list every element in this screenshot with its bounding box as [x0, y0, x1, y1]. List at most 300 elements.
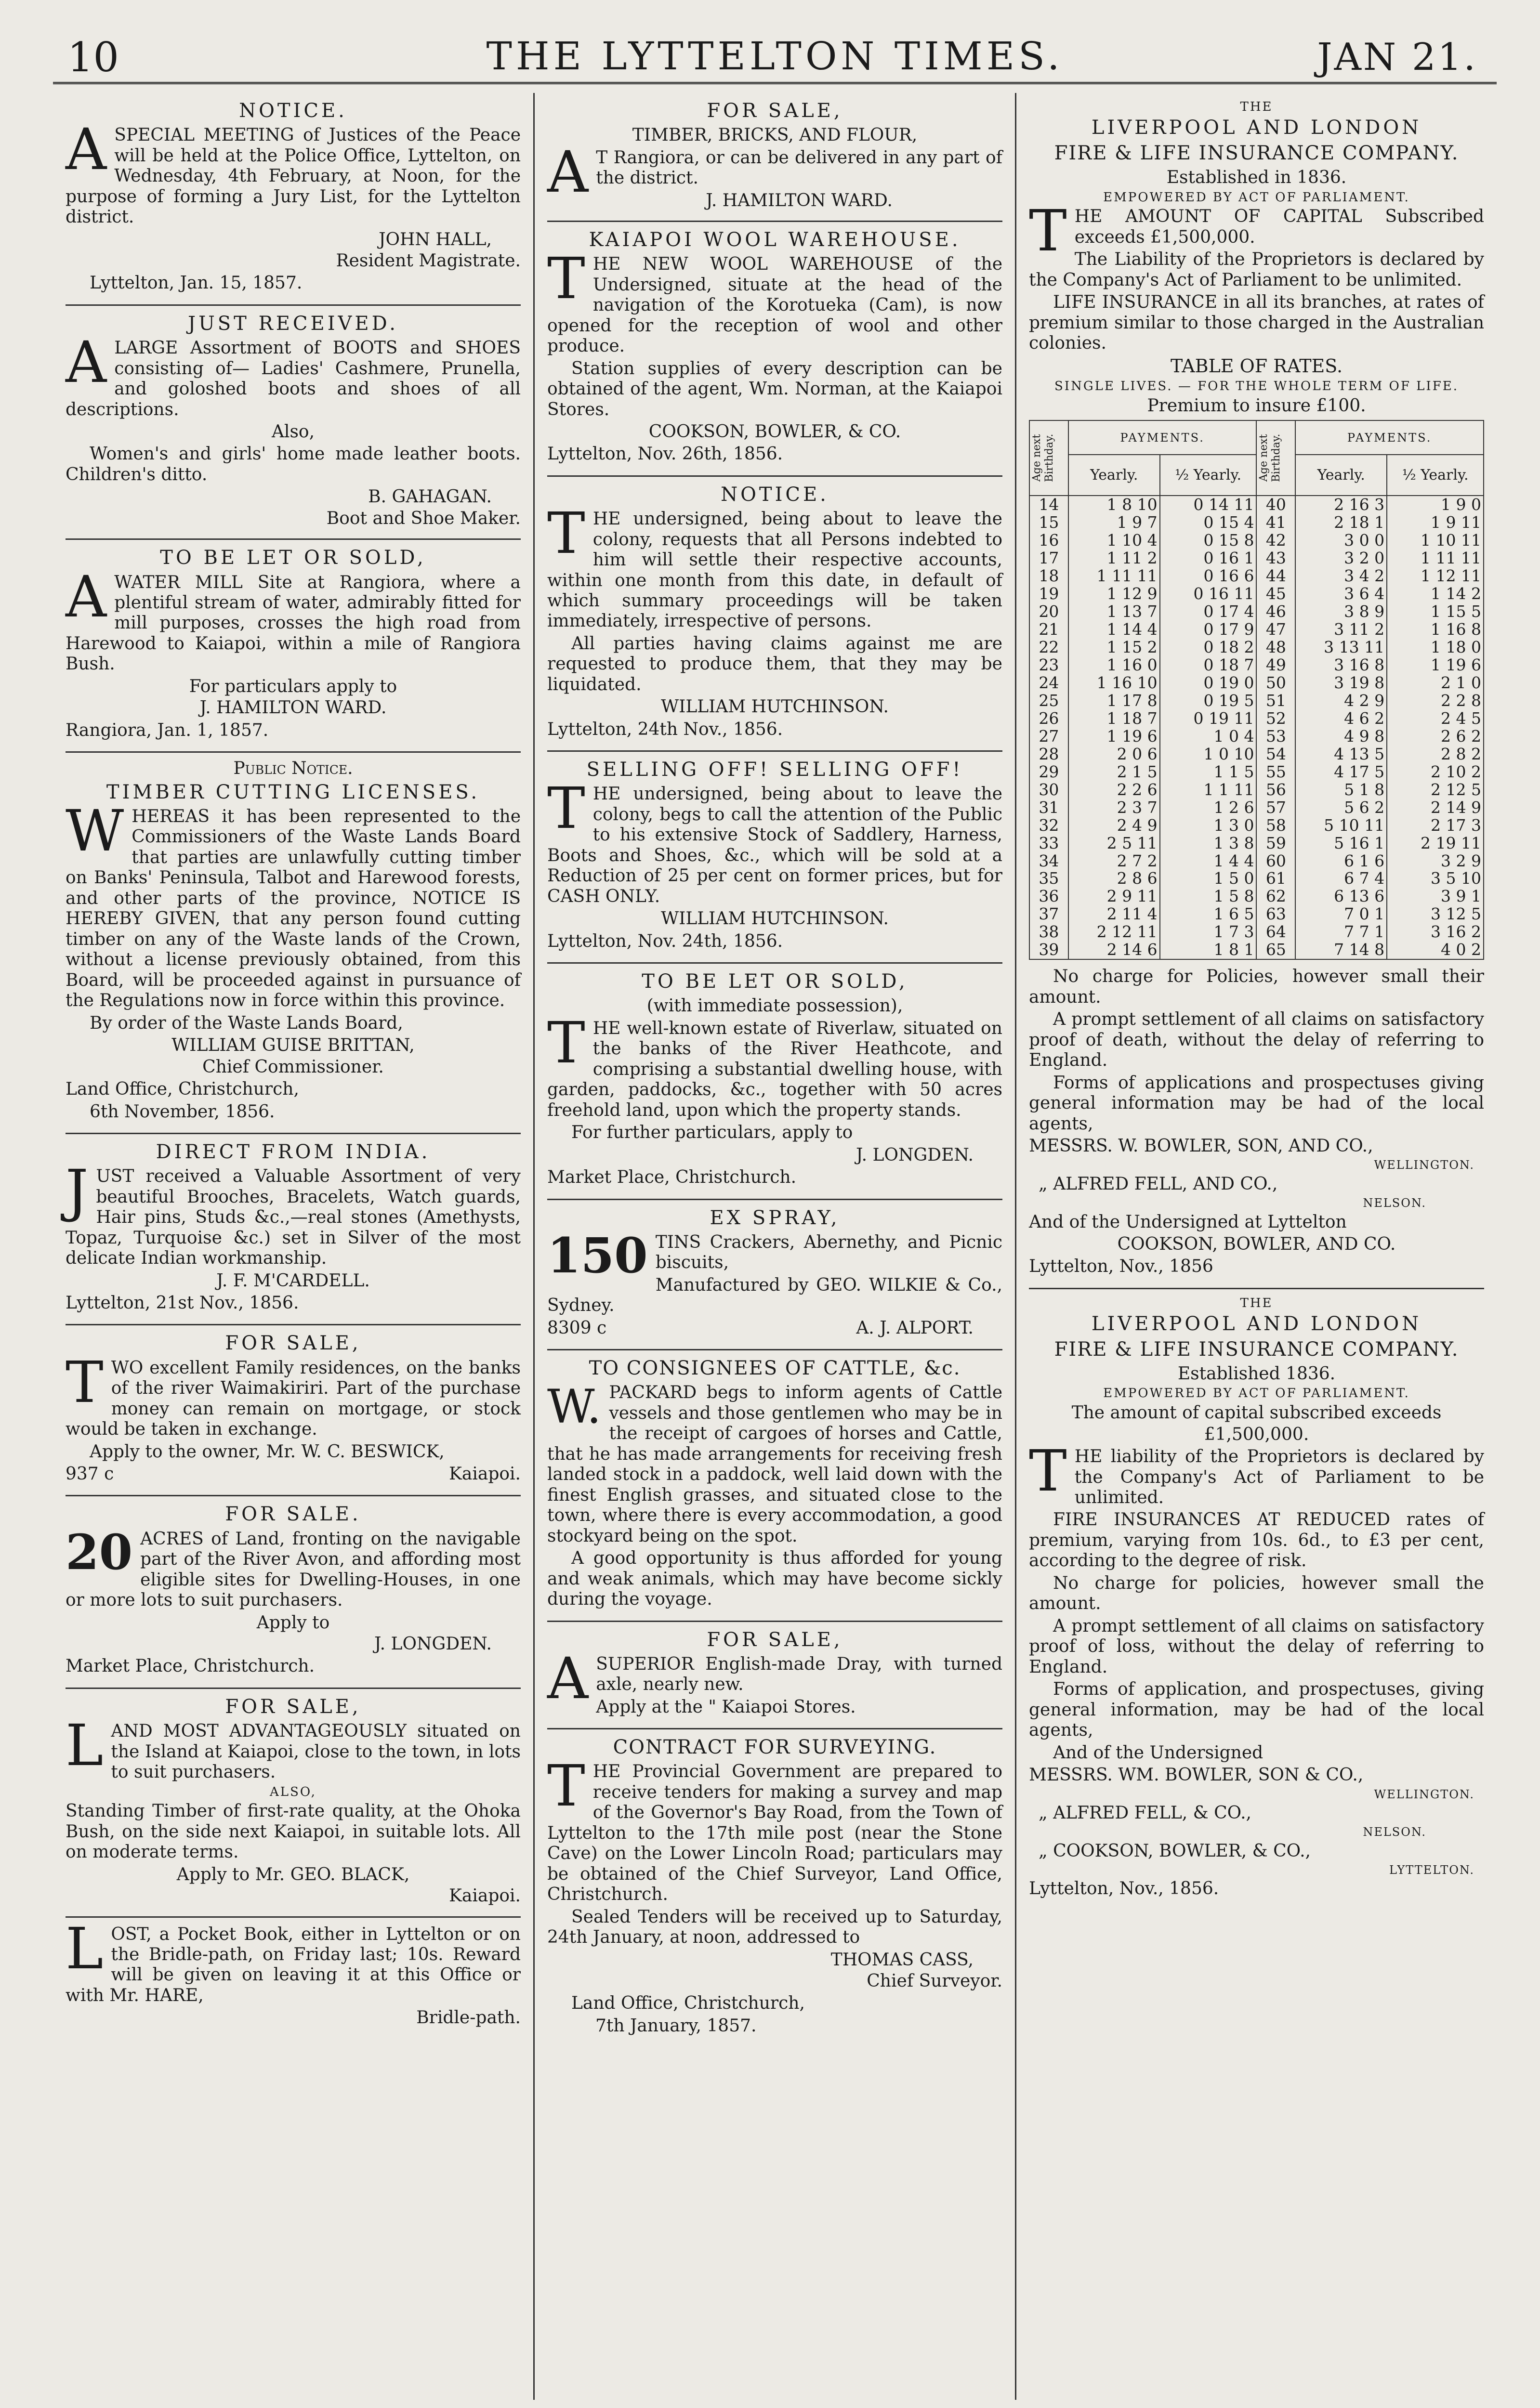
rate-value: 1 16 0: [1068, 656, 1160, 674]
rate-value: 1 19 6: [1068, 728, 1160, 746]
ad-heading: EX SPRAY,: [710, 1206, 840, 1229]
age-header: Age next Birthday.: [1256, 420, 1295, 496]
rates-row: [1029, 496, 1484, 514]
ad-place: Market Place, Christchurch.: [547, 1167, 797, 1188]
rate-value: 1 19 6: [1387, 656, 1484, 674]
rate-value: 7 7 1: [1295, 923, 1387, 941]
rate-value: 6 1 6: [1295, 852, 1387, 870]
rates-row: [1029, 799, 1484, 817]
ad-heading: NOTICE.: [239, 100, 347, 122]
rate-value: 1 3 8: [1160, 835, 1257, 852]
ad-water-mill: [66, 540, 521, 753]
ad-body: UST received a Valuable Assortment of very beautiful Brooches, Bracelets, Watch guards, Hair pins, Studs &c.,—real stones (Amethysts, Topaz, Turquoise &c.) set in Silver of the most delicate Indian workmanship.: [66, 1166, 521, 1269]
rate-value: 1 9 11: [1387, 514, 1484, 532]
drop-initial: T: [547, 500, 585, 567]
rate-value: 2 7 2: [1068, 852, 1160, 870]
ad-body: LARGE Assortment of BOOTS and SHOES consisting of— Ladies' Cashmere, Prunella, and goloshed boots and shoes of all descriptions.: [66, 338, 521, 419]
rate-value: 3 0 0: [1295, 532, 1387, 550]
ad-body: WO excellent Family residences, on the banks of the river Waimakiriri. Part of the purchase money can remain on mortgage, or stock would be taken in exchange.: [66, 1358, 521, 1440]
drop-initial: L: [66, 1915, 104, 1982]
ad-liability: HE liability of the Proprietors is declared by the Company's Act of Parliament to be unlimited.: [1074, 1447, 1484, 1507]
ad-the: THE: [1240, 1296, 1273, 1310]
ad-heading: FOR SALE.: [225, 1503, 361, 1526]
issue-date: JAN 21.: [1317, 36, 1477, 79]
ad-signer: J. LONGDEN.: [856, 1145, 974, 1165]
rate-value: 0 17 9: [1160, 621, 1257, 639]
ad-dateline: Lyttelton, 24th Nov., 1856.: [547, 719, 783, 739]
rate-value: 1 10 11: [1387, 532, 1484, 550]
ad-twenty-acres: [66, 1496, 521, 1688]
rate-value: 3 2 9: [1387, 852, 1484, 870]
rate-value: 2 4 9: [1068, 817, 1160, 835]
ad-capital: HE AMOUNT OF CAPITAL Subscribed exceeds £1,500,000.: [1074, 207, 1484, 247]
rates-body: [1029, 496, 1484, 959]
rate-value: 2 16 3: [1295, 496, 1387, 514]
rate-age: 14: [1029, 496, 1068, 514]
rate-age: 56: [1256, 781, 1295, 799]
rate-value: 5 10 11: [1295, 817, 1387, 835]
rate-age: 40: [1256, 496, 1295, 514]
rates-row: [1029, 585, 1484, 603]
ad-signer: A. J. ALPORT.: [856, 1318, 974, 1338]
ad-signer: J. HAMILTON WARD.: [199, 698, 387, 718]
rate-age: 34: [1029, 852, 1068, 870]
rates-row: [1029, 550, 1484, 567]
rate-value: 0 19 11: [1160, 710, 1257, 728]
rate-value: 1 8 10: [1068, 496, 1160, 514]
ad-body: TINS Crackers, Abernethy, and Picnic biscuits,: [655, 1232, 1002, 1273]
ad-no-charge: No charge for Policies, however small their amount.: [1029, 967, 1484, 1007]
rate-age: 60: [1256, 852, 1295, 870]
ad-subheading: (with immediate possession),: [646, 996, 903, 1016]
drop-initial: L: [66, 1712, 104, 1779]
rate-value: 1 13 7: [1068, 603, 1160, 621]
rates-row: [1029, 763, 1484, 781]
table-single-lives: SINGLE LIVES. — FOR THE WHOLE TERM OF LIFE.: [1054, 379, 1459, 394]
drop-initial: T: [547, 245, 585, 312]
rate-age: 21: [1029, 621, 1068, 639]
rates-row: [1029, 923, 1484, 941]
rates-row: [1029, 888, 1484, 905]
ad-role: Boot and Shoe Maker.: [326, 508, 521, 528]
rate-value: 7 14 8: [1295, 941, 1387, 959]
ad-body-2: Sealed Tenders will be received up to Saturday, 24th January, at noon, addressed to: [547, 1907, 1002, 1948]
rates-row: [1029, 870, 1484, 888]
ad-body: HE Provincial Government are prepared to receive tenders for making a survey and map of the Governor's Bay Road, from the Town of Lyttelton to the 17th mile post (near the Stone Cave) on the Lower Lincoln Road; particulars may be obtained of the Chief Surveyor, Land Office, Christchurch.: [547, 1762, 1002, 1905]
ad-insurance-1: [1029, 93, 1484, 1289]
rate-age: 65: [1256, 941, 1295, 959]
rate-value: 3 6 4: [1295, 585, 1387, 603]
rate-value: 3 4 2: [1295, 567, 1387, 585]
rates-row: [1029, 746, 1484, 763]
ad-life: LIFE INSURANCE in all its branches, at rates of premium similar to those charged in the Australian colonies.: [1029, 292, 1484, 353]
rate-age: 36: [1029, 888, 1068, 905]
ad-agent-1: MESSRS. WM. BOWLER, SON & CO.,: [1029, 1765, 1364, 1785]
ad-apply: Apply to the owner, Mr. W. C. BESWICK,: [90, 1441, 445, 1462]
rates-row: [1029, 781, 1484, 799]
rate-value: 1 16 8: [1387, 621, 1484, 639]
rate-value: 3 9 1: [1387, 888, 1484, 905]
ad-date: 6th November, 1856.: [90, 1101, 275, 1122]
rate-value: 1 5 8: [1160, 888, 1257, 905]
rate-value: 1 8 1: [1160, 941, 1257, 959]
ad-heading: FOR SALE,: [225, 1332, 361, 1355]
ad-insurance-2: [1029, 1289, 1484, 1910]
rate-value: 1 11 11: [1387, 550, 1484, 567]
ad-surveying: [547, 1729, 1002, 2047]
column-2: [535, 93, 1016, 2400]
ad-footer: [547, 1318, 1002, 1338]
ad-lost: [66, 1915, 521, 2038]
ad-heading: CONTRACT FOR SURVEYING.: [613, 1736, 937, 1759]
ad-agent-1-place: WELLINGTON.: [1374, 1787, 1474, 1801]
ad-date: 7th January, 1857.: [595, 2015, 757, 2036]
ad-body-2: Women's and girls' home made leather boots. Children's ditto.: [66, 444, 521, 484]
ad-role: Chief Surveyor.: [867, 1971, 1002, 1991]
ad-signer: WILLIAM GUISE BRITTAN,: [171, 1035, 415, 1056]
rate-value: 1 18 7: [1068, 710, 1160, 728]
rate-value: 0 18 7: [1160, 656, 1257, 674]
ad-two-residences: [66, 1325, 521, 1496]
drop-initial: T: [1029, 197, 1067, 264]
ad-dateline: Lyttelton, Nov., 1856.: [1029, 1879, 1219, 1899]
rate-age: 37: [1029, 905, 1068, 923]
rate-value: 1 17 8: [1068, 692, 1160, 710]
rates-row: [1029, 941, 1484, 959]
rate-value: 2 12 5: [1387, 781, 1484, 799]
ad-body-2: Station supplies of every description can be obtained of the agent, Wm. Norman, at the Kaiapoi Stores.: [547, 358, 1002, 419]
ad-also: Also,: [271, 422, 315, 442]
ad-agent-3: COOKSON, BOWLER, AND CO.: [1117, 1234, 1396, 1254]
ad-role: Resident Magistrate.: [336, 251, 521, 271]
rate-value: 2 4 5: [1387, 710, 1484, 728]
drop-initial: T: [547, 775, 585, 842]
masthead: [53, 29, 1497, 84]
ad-timber-licenses: [66, 753, 521, 1134]
drop-initial: 150: [547, 1227, 648, 1284]
rate-age: 43: [1256, 550, 1295, 567]
ad-forms: Forms of application, and prospectuses, giving general information, may be had of the local agents,: [1029, 1679, 1484, 1741]
ad-office: Land Office, Christchurch,: [66, 1079, 299, 1099]
rate-age: 50: [1256, 674, 1295, 692]
rates-row: [1029, 835, 1484, 852]
rate-value: 2 1 5: [1068, 763, 1160, 781]
rates-row: [1029, 621, 1484, 639]
rates-row: [1029, 514, 1484, 532]
ad-dateline: Lyttelton, Nov. 26th, 1856.: [547, 444, 783, 464]
ad-established: Established in 1836.: [1166, 168, 1347, 188]
ad-heading: FOR SALE,: [707, 1628, 843, 1651]
rate-value: 1 0 10: [1160, 746, 1257, 763]
rate-age: 41: [1256, 514, 1295, 532]
ad-no-charge: No charge for policies, however small the amount.: [1029, 1573, 1484, 1614]
ad-subheading: TIMBER, BRICKS, AND FLOUR,: [632, 125, 918, 145]
ad-heading-2: FIRE & LIFE INSURANCE COMPANY.: [1054, 142, 1459, 164]
ad-body: SUPERIOR English-made Dray, with turned axle, nearly new.: [596, 1654, 1002, 1695]
rate-age: 18: [1029, 567, 1068, 585]
ad-agent-3-place: LYTTELTON.: [1389, 1863, 1474, 1877]
rate-value: 0 16 6: [1160, 567, 1257, 585]
rate-value: 1 16 10: [1068, 674, 1160, 692]
rates-row: [1029, 656, 1484, 674]
ad-dateline: Lyttelton, 21st Nov., 1856.: [66, 1293, 299, 1313]
yearly-header: Yearly.: [1295, 455, 1387, 496]
rate-value: 2 17 3: [1387, 817, 1484, 835]
age-header: Age next Birthday.: [1029, 420, 1068, 496]
rate-age: 32: [1029, 817, 1068, 835]
rate-value: 1 9 7: [1068, 514, 1160, 532]
rate-age: 47: [1256, 621, 1295, 639]
ad-heading: TO BE LET OR SOLD,: [642, 970, 908, 993]
table-premium: Premium to insure £100.: [1147, 395, 1366, 416]
ad-heading-2: FIRE & LIFE INSURANCE COMPANY.: [1054, 1338, 1459, 1361]
rate-value: 4 17 5: [1295, 763, 1387, 781]
ad-apply: For further particulars, apply to: [571, 1123, 853, 1143]
newspaper-title: THE LYTTELTON TIMES.: [486, 34, 1064, 79]
ad-agent-3: „ COOKSON, BOWLER, & CO.,: [1039, 1841, 1311, 1861]
rate-age: 20: [1029, 603, 1068, 621]
rate-age: 59: [1256, 835, 1295, 852]
rate-age: 22: [1029, 639, 1068, 656]
rate-value: 2 2 8: [1387, 692, 1484, 710]
ad-heading: DIRECT FROM INDIA.: [156, 1140, 431, 1163]
rate-age: 23: [1029, 656, 1068, 674]
ad-hutchinson-notice: [547, 477, 1002, 752]
drop-initial: T: [1029, 1438, 1067, 1505]
ad-also: ALSO,: [270, 1784, 316, 1799]
ad-place: Bridle-path.: [416, 2008, 521, 2028]
rate-value: 0 16 1: [1160, 550, 1257, 567]
rate-value: 1 7 3: [1160, 923, 1257, 941]
rate-value: 0 15 4: [1160, 514, 1257, 532]
rate-age: 15: [1029, 514, 1068, 532]
rate-age: 16: [1029, 532, 1068, 550]
rates-row: [1029, 692, 1484, 710]
ad-signer: COOKSON, BOWLER, & CO.: [648, 422, 901, 442]
ad-heading: TO BE LET OR SOLD,: [160, 547, 426, 569]
ad-dray: [547, 1622, 1002, 1730]
rates-row: [1029, 567, 1484, 585]
rate-value: 3 2 0: [1295, 550, 1387, 567]
drop-initial: A: [547, 138, 589, 205]
ad-signer: J. HAMILTON WARD.: [706, 190, 893, 210]
rate-value: 1 0 4: [1160, 728, 1257, 746]
ad-empowered: EMPOWERED BY ACT OF PARLIAMENT.: [1103, 1386, 1410, 1401]
rate-value: 0 19 0: [1160, 674, 1257, 692]
drop-initial: A: [66, 563, 107, 630]
ad-maker: Manufactured by GEO. WILKIE & Co., Sydney.: [547, 1275, 1002, 1316]
yearly-header: Yearly.: [1068, 455, 1160, 496]
rates-row: [1029, 639, 1484, 656]
rate-value: 4 13 5: [1295, 746, 1387, 763]
ad-india: [66, 1134, 521, 1325]
ad-signer: THOMAS CASS,: [830, 1950, 974, 1970]
rate-age: 28: [1029, 746, 1068, 763]
drop-initial: W: [66, 797, 124, 864]
ad-heading: TO CONSIGNEES OF CATTLE, &c.: [589, 1357, 961, 1380]
ad-body: PACKARD begs to inform agents of Cattle vessels and those gentlemen who may be in the receipt of cargoes of horses and Cattle, that he has made arrangements for receiving fresh landed stock in a paddock, well laid down with the finest English grasses, and situated close to the town, where there is every accommodation, a good stockyard being on the spot.: [547, 1383, 1002, 1546]
rate-value: 3 12 5: [1387, 905, 1484, 923]
column-1: [53, 93, 535, 2400]
rate-value: 4 2 9: [1295, 692, 1387, 710]
rate-value: 1 10 4: [1068, 532, 1160, 550]
ad-agent-2-place: NELSON.: [1363, 1825, 1426, 1839]
ad-and-undersigned: And of the Undersigned: [1053, 1742, 1264, 1763]
rate-age: 53: [1256, 728, 1295, 746]
rate-value: 2 10 2: [1387, 763, 1484, 781]
rate-age: 63: [1256, 905, 1295, 923]
rate-value: 4 0 2: [1387, 941, 1484, 959]
ad-body: HE undersigned, being about to leave the colony, requests that all Persons indebted to him will settle their respective accounts, within one month from this date, in default of which summary proceedings will be taken immediately, irrespective of persons.: [547, 509, 1002, 631]
rate-age: 51: [1256, 692, 1295, 710]
payments-header: PAYMENTS.: [1068, 420, 1257, 455]
column-3: [1016, 93, 1497, 2400]
rate-age: 57: [1256, 799, 1295, 817]
rate-age: 44: [1256, 567, 1295, 585]
rate-value: 2 14 6: [1068, 941, 1160, 959]
drop-initial: T: [547, 1009, 585, 1076]
ad-agent-1: MESSRS. W. BOWLER, SON, AND CO.,: [1029, 1136, 1373, 1156]
rate-value: 1 11 2: [1068, 550, 1160, 567]
rate-age: 38: [1029, 923, 1068, 941]
drop-initial: W.: [547, 1380, 602, 1434]
rate-value: 1 4 4: [1160, 852, 1257, 870]
ad-heading: NOTICE.: [721, 483, 829, 506]
rates-row: [1029, 905, 1484, 923]
ad-settlement: A prompt settlement of all claims on satisfactory proof of death, without the delay of referring to England.: [1029, 1009, 1484, 1071]
rate-value: 0 18 2: [1160, 639, 1257, 656]
drop-initial: A: [547, 1645, 589, 1712]
ad-heading: JUST RECEIVED.: [188, 312, 398, 335]
rate-value: 1 15 2: [1068, 639, 1160, 656]
ad-agent-2: „ ALFRED FELL, AND CO.,: [1039, 1174, 1278, 1194]
rates-row: [1029, 532, 1484, 550]
ad-signer: J. LONGDEN.: [374, 1634, 492, 1654]
rate-value: 1 2 6: [1160, 799, 1257, 817]
rates-row: [1029, 728, 1484, 746]
ad-body: HE well-known estate of Riverlaw, situated on the banks of the River Heathcote, and comprising a substantial dwelling house, with garden, paddocks, &c., together with 50 acres freehold land, upon which the property stands.: [547, 1018, 1002, 1120]
rates-table: [1029, 420, 1484, 960]
ad-body: AND MOST ADVANTAGEOUSLY situated on the Island at Kaiapoi, close to the town, in lots to suit purchasers.: [111, 1721, 521, 1782]
ad-code: 937 c: [66, 1464, 114, 1484]
ad-timber-flour: [547, 93, 1002, 222]
rate-age: 31: [1029, 799, 1068, 817]
rate-age: 35: [1029, 870, 1068, 888]
rate-age: 39: [1029, 941, 1068, 959]
rate-age: 55: [1256, 763, 1295, 781]
ad-settlement: A prompt settlement of all claims on satisfactory proof of loss, without the delay of referring to England.: [1029, 1616, 1484, 1677]
rate-age: 48: [1256, 639, 1295, 656]
rate-value: 3 8 9: [1295, 603, 1387, 621]
ad-place: Kaiapoi.: [448, 1886, 521, 1906]
rate-value: 0 14 11: [1160, 496, 1257, 514]
rate-age: 29: [1029, 763, 1068, 781]
rate-value: 1 5 0: [1160, 870, 1257, 888]
ad-place: Market Place, Christchurch.: [66, 1656, 315, 1676]
ad-ex-spray: [547, 1200, 1002, 1351]
ad-land-kaiapoi: [66, 1689, 521, 1918]
rate-value: 2 0 6: [1068, 746, 1160, 763]
ad-body: SPECIAL MEETING of Justices of the Peace will be held at the Police Office, Lyttelton, on Wednesday, 4th February, at Noon, for the purpose of forming a Jury List, for the Lyttelton district.: [66, 125, 521, 227]
ad-agent-1-place: WELLINGTON.: [1374, 1158, 1474, 1172]
ad-riverlaw: [547, 964, 1002, 1200]
ad-dateline: Rangiora, Jan. 1, 1857.: [66, 720, 269, 740]
ad-apply: Apply to: [256, 1612, 330, 1633]
rates-row: [1029, 674, 1484, 692]
ad-signer: B. GAHAGAN.: [368, 487, 492, 507]
ad-fire: FIRE INSURANCES AT REDUCED rates of premium, varying from 10s. 6d., to £3 per cent, according to the degree of risk.: [1029, 1510, 1484, 1571]
ad-liability: The Liability of the Proprietors is declared by the Company's Act of Parliament to be unlimited.: [1029, 249, 1484, 290]
ad-heading: FOR SALE,: [707, 100, 843, 122]
ad-body-2: Standing Timber of first-rate quality, at the Ohoka Bush, on the side next Kaiapoi, in suitable lots. All on moderate terms.: [66, 1801, 521, 1862]
ad-cattle: [547, 1350, 1002, 1622]
drop-initial: A: [66, 116, 107, 183]
rate-value: 2 14 9: [1387, 799, 1484, 817]
ad-body: T Rangiora, or can be delivered in any part of the district.: [596, 147, 1002, 188]
rate-value: 3 19 8: [1295, 674, 1387, 692]
rates-row: [1029, 817, 1484, 835]
rate-age: 61: [1256, 870, 1295, 888]
ad-body-2: All parties having claims against me are requested to produce them, that they may be liquidated.: [547, 633, 1002, 694]
drop-initial: T: [66, 1348, 104, 1415]
ad-body: OST, a Pocket Book, either in Lyttelton or on the Bridle-path, on Friday last; 10s. Reward will be given on leaving it at this Office or with Mr. HARE,: [66, 1924, 521, 2005]
rate-value: 2 19 11: [1387, 835, 1484, 852]
rate-value: 2 6 2: [1387, 728, 1484, 746]
rates-row: [1029, 710, 1484, 728]
rate-age: 42: [1256, 532, 1295, 550]
ad-footer: [66, 1464, 521, 1484]
rate-age: 62: [1256, 888, 1295, 905]
ad-dateline: Lyttelton, Jan. 15, 1857.: [90, 273, 303, 293]
ad-body: ACRES of Land, fronting on the navigable part of the River Avon, and affording most eligible sites for Dwelling-Houses, in one or more lots to suit purchasers.: [66, 1529, 521, 1610]
drop-initial: T: [547, 1753, 585, 1819]
ad-heading: KAIAPOI WOOL WAREHOUSE.: [589, 229, 961, 251]
rate-value: 6 7 4: [1295, 870, 1387, 888]
rate-age: 58: [1256, 817, 1295, 835]
rate-value: 3 16 8: [1295, 656, 1387, 674]
ad-empowered: EMPOWERED BY ACT OF PARLIAMENT.: [1103, 190, 1410, 205]
half-yearly-header: ½ Yearly.: [1387, 455, 1484, 496]
rate-value: 4 9 8: [1295, 728, 1387, 746]
ad-body-2: A good opportunity is thus afforded for young and weak animals, which may have become sickly during the voyage.: [547, 1548, 1002, 1610]
ad-capital-line: The amount of capital subscribed exceeds: [1071, 1403, 1442, 1423]
ad-signer: WILLIAM HUTCHINSON.: [661, 697, 889, 717]
rate-value: 2 11 4: [1068, 905, 1160, 923]
ad-heading: FOR SALE,: [225, 1695, 361, 1718]
ad-boots: [66, 306, 521, 540]
ad-heading: LIVERPOOL AND LONDON: [1091, 1312, 1422, 1335]
ad-apply: Apply to Mr. GEO. BLACK,: [176, 1864, 410, 1885]
ad-established: Established 1836.: [1177, 1363, 1336, 1384]
rate-value: 1 12 9: [1068, 585, 1160, 603]
rate-value: 5 6 2: [1295, 799, 1387, 817]
ad-wool-warehouse: [547, 222, 1002, 477]
rate-value: 0 19 5: [1160, 692, 1257, 710]
ad-body: HE undersigned, being about to leave the colony, begs to call the attention of the Public to his extensive Stock of Saddlery, Harness, Boots and Shoes, &c., which will be sold at a Reduction of 25 per cent on former prices, but for CASH ONLY.: [547, 784, 1002, 906]
rate-age: 46: [1256, 603, 1295, 621]
rate-age: 64: [1256, 923, 1295, 941]
ad-and-undersigned: And of the Undersigned at Lyttelton: [1029, 1212, 1347, 1232]
rate-age: 19: [1029, 585, 1068, 603]
rate-value: 3 11 2: [1295, 621, 1387, 639]
ad-role: Chief Commissioner.: [202, 1057, 384, 1077]
rate-value: 1 11 11: [1068, 567, 1160, 585]
ad-agent-2: „ ALFRED FELL, & CO.,: [1039, 1803, 1251, 1823]
rate-value: 1 3 0: [1160, 817, 1257, 835]
rate-value: 7 0 1: [1295, 905, 1387, 923]
ad-apply: Apply at the " Kaiapoi Stores.: [596, 1697, 856, 1717]
page-number: 10: [67, 34, 119, 81]
